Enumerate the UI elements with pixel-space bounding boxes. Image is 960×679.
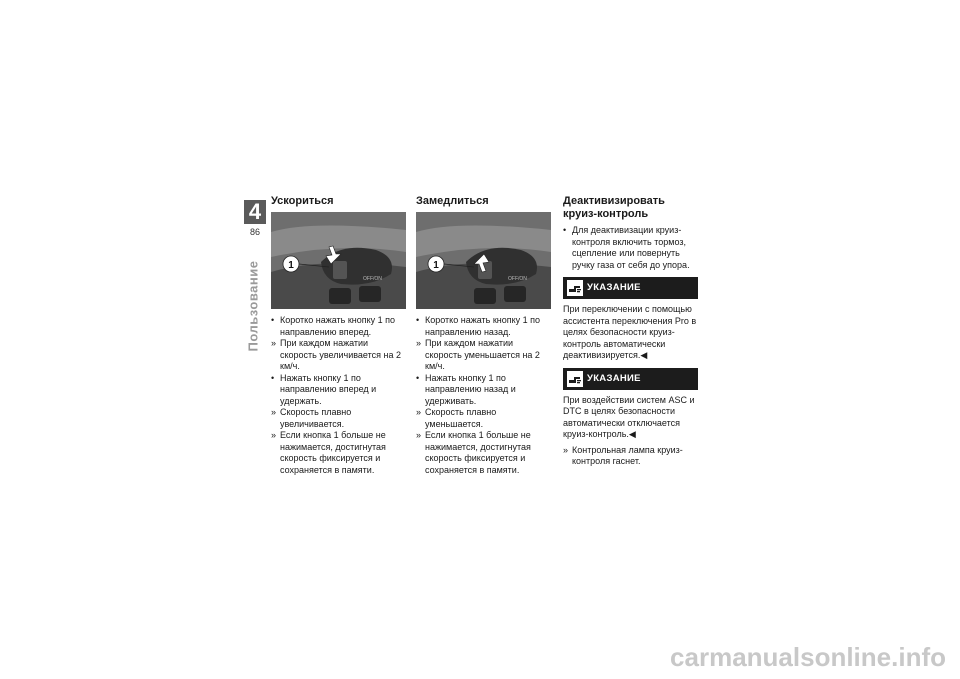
- note-hand-icon: [567, 280, 583, 296]
- callout-1: 1: [433, 260, 439, 271]
- handlebar-switch-photo-accelerate: [271, 212, 406, 309]
- note-text: При переключении с помощью ассистента переключения Pro в целях безопасности круиз-контроль автоматически деактивизируется.◀: [563, 304, 697, 360]
- column-decelerate: [416, 195, 551, 476]
- steps-deactivate-result: [563, 445, 698, 468]
- section-tab: [240, 248, 266, 363]
- column-deactivate: [563, 195, 698, 468]
- list-item: • Нажать кнопку 1 по направлению назад и удерживать.: [416, 372, 516, 406]
- steps-deactivate: [563, 225, 698, 271]
- chapter-number: 4: [244, 200, 266, 224]
- image-label: OFF/ON: [363, 276, 382, 282]
- list-item: » Контрольная лампа круиз-контроля гаснет.: [563, 444, 683, 466]
- list-item: • Коротко нажать кнопку 1 по направлению вперед.: [271, 315, 396, 337]
- heading-accelerate: Ускориться: [271, 195, 334, 207]
- steps-accelerate: [271, 315, 406, 476]
- note-hand-icon: [567, 371, 583, 387]
- heading-deactivate: Деактивизировать круиз-контроль: [563, 195, 665, 220]
- heading-decelerate: Замедлиться: [416, 195, 489, 207]
- image-label: OFF/ON: [508, 276, 527, 282]
- list-item: • Нажать кнопку 1 по направлению вперед и удержать.: [271, 372, 377, 406]
- callout-1: 1: [288, 260, 294, 271]
- list-item: » Если кнопка 1 больше не нажимается, достигнутая скорость фиксируется и сохраняется в памяти.: [271, 430, 386, 475]
- handlebar-switch-photo-decelerate: [416, 212, 551, 309]
- list-item: » Скорость плавно увеличивается.: [271, 407, 352, 429]
- note-label: УКАЗАНИЕ: [587, 372, 641, 384]
- list-item: » Скорость плавно уменьшается.: [416, 407, 497, 429]
- note-label: УКАЗАНИЕ: [587, 282, 641, 293]
- page-number: 86: [249, 227, 260, 237]
- note-banner: [563, 368, 698, 390]
- list-item: » Если кнопка 1 больше не нажимается, достигнутая скорость фиксируется и сохраняется в памяти.: [416, 430, 531, 475]
- list-item: » При каждом нажатии скорость увеличивается на 2 км/ч.: [271, 338, 402, 371]
- list-item: » При каждом нажатии скорость уменьшается на 2 км/ч.: [416, 338, 540, 371]
- list-item: • Коротко нажать кнопку 1 по направлению назад.: [416, 315, 541, 337]
- column-accelerate: [271, 195, 406, 476]
- section-title: Пользование: [245, 260, 261, 351]
- steps-decelerate: [416, 315, 551, 476]
- list-item: • Для деактивизации круиз-контроля включить тормоз, сцепление или повернуть ручку газа от себя до упора.: [563, 225, 690, 270]
- note-text: При воздействии систем ASC и DTC в целях безопасности автоматически отключается круиз-контроль.◀: [563, 394, 695, 439]
- watermark: carmanualsonline.info: [670, 642, 946, 672]
- note-banner: [563, 277, 698, 299]
